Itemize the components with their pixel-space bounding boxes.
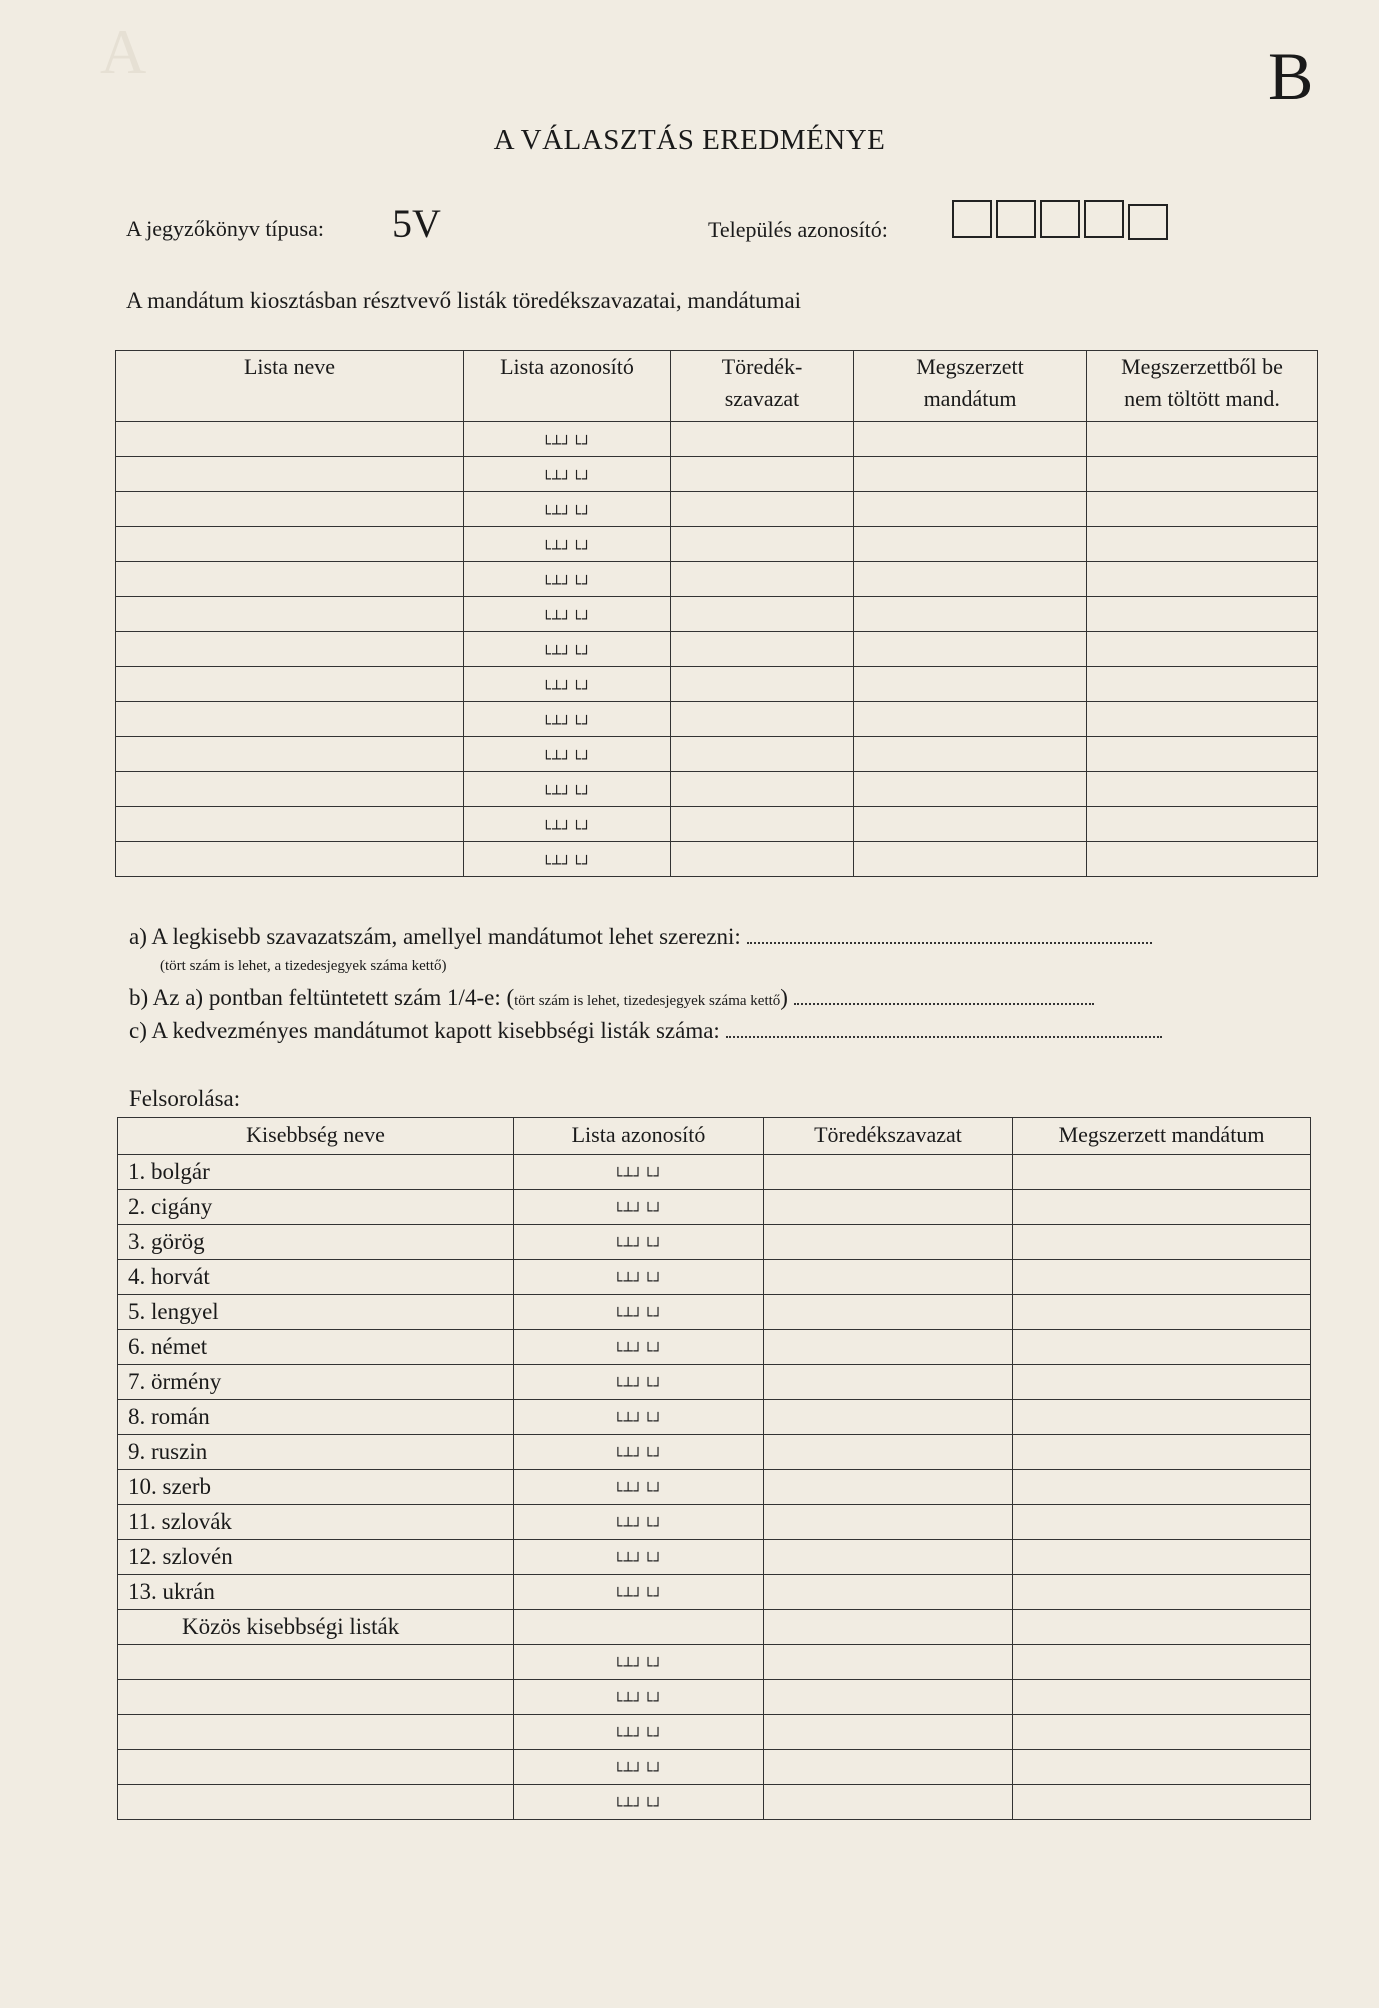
- mandates-won-cell[interactable]: [1013, 1715, 1311, 1750]
- mandates-won-cell[interactable]: [854, 737, 1087, 772]
- table-row: [116, 842, 1318, 877]
- fractional-votes-cell[interactable]: [764, 1715, 1013, 1750]
- list-id-boxes[interactable]: └┴┘└┘: [613, 1762, 664, 1780]
- mandates-won-cell[interactable]: [1013, 1505, 1311, 1540]
- list-id-cell[interactable]: [514, 1680, 764, 1715]
- list-id-boxes[interactable]: └┴┘└┘: [541, 539, 593, 558]
- unfilled-mandates-cell[interactable]: [1087, 667, 1318, 702]
- settlement-id-box[interactable]: [1128, 204, 1168, 240]
- list-name-cell[interactable]: [116, 772, 464, 807]
- table-row: [118, 1610, 1311, 1645]
- table-row: [116, 457, 1318, 492]
- list-name-cell[interactable]: [116, 597, 464, 632]
- list-id-boxes[interactable]: └┴┘└┘: [613, 1692, 664, 1710]
- minority-name-cell: Közös kisebbségi listák: [118, 1610, 514, 1645]
- list-id-boxes[interactable]: └┴┘└┘: [541, 504, 593, 523]
- unfilled-mandates-cell[interactable]: [1087, 702, 1318, 737]
- table-row: [118, 1785, 1311, 1820]
- fractional-votes-cell[interactable]: [764, 1260, 1013, 1295]
- list-name-cell[interactable]: [116, 807, 464, 842]
- fractional-votes-cell[interactable]: [764, 1610, 1013, 1645]
- mandates-won-cell[interactable]: [1013, 1575, 1311, 1610]
- mandates-won-cell[interactable]: [1013, 1330, 1311, 1365]
- mandates-won-cell[interactable]: [1013, 1785, 1311, 1820]
- fractional-votes-cell[interactable]: [671, 597, 854, 632]
- list-id-boxes[interactable]: └┴┘└┘: [613, 1552, 664, 1570]
- table-row: [118, 1260, 1311, 1295]
- minority-name-cell: 9. ruszin: [118, 1435, 514, 1470]
- list-id-boxes[interactable]: └┴┘└┘: [613, 1202, 664, 1220]
- table-row: [116, 527, 1318, 562]
- mandates-won-cell[interactable]: [854, 667, 1087, 702]
- mandates-won-cell[interactable]: [1013, 1190, 1311, 1225]
- list-id-cell[interactable]: [514, 1645, 764, 1680]
- answer-c-field[interactable]: [726, 1036, 1162, 1038]
- unfilled-mandates-cell[interactable]: [1087, 422, 1318, 457]
- list-name-cell[interactable]: [116, 632, 464, 667]
- list-name-cell[interactable]: [116, 562, 464, 597]
- list-id-boxes[interactable]: └┴┘└┘: [613, 1482, 664, 1500]
- list-id-cell[interactable]: [514, 1610, 764, 1645]
- table-row: [118, 1750, 1311, 1785]
- minority-name-cell: [118, 1680, 514, 1715]
- list-id-cell[interactable]: [514, 1190, 764, 1225]
- minority-name-cell: [118, 1785, 514, 1820]
- mandates-won-cell[interactable]: [1013, 1400, 1311, 1435]
- minority-name-cell: 1. bolgár: [118, 1155, 514, 1190]
- list-id-cell[interactable]: [464, 527, 671, 562]
- minority-name-cell: 8. román: [118, 1400, 514, 1435]
- list-id-cell[interactable]: [514, 1155, 764, 1190]
- minorities-table: [117, 1117, 1311, 1820]
- settlement-id-box[interactable]: [996, 200, 1036, 238]
- page-title: A VÁLASZTÁS EREDMÉNYE: [493, 124, 886, 156]
- section-title: A mandátum kiosztásban résztvevő listák töredékszavazatai, mandátumai: [126, 288, 802, 313]
- table-row: [118, 1645, 1311, 1680]
- minority-name-cell: 5. lengyel: [118, 1295, 514, 1330]
- list-name-cell[interactable]: [116, 527, 464, 562]
- list-id-cell[interactable]: [514, 1435, 764, 1470]
- list-name-cell[interactable]: [116, 492, 464, 527]
- list-id-cell[interactable]: [514, 1225, 764, 1260]
- question-c: c) A kedvezményes mandátumot kapott kisebbségi listák száma:: [129, 1018, 1162, 1044]
- list-id-cell[interactable]: [514, 1785, 764, 1820]
- faint-corner-letter: A: [100, 16, 147, 87]
- settlement-id-box[interactable]: [1040, 200, 1080, 238]
- mandates-won-cell[interactable]: [854, 422, 1087, 457]
- list-id-boxes[interactable]: └┴┘└┘: [613, 1167, 664, 1185]
- mandates-won-cell[interactable]: [854, 807, 1087, 842]
- table-row: [116, 737, 1318, 772]
- unfilled-mandates-cell[interactable]: [1087, 842, 1318, 877]
- list-id-boxes[interactable]: └┴┘└┘: [613, 1657, 664, 1675]
- minority-name-cell: 6. német: [118, 1330, 514, 1365]
- table-row: [118, 1470, 1311, 1505]
- mandates-won-cell[interactable]: [1013, 1645, 1311, 1680]
- unfilled-mandates-cell[interactable]: [1087, 807, 1318, 842]
- list-id-cell[interactable]: [514, 1750, 764, 1785]
- fractional-votes-cell[interactable]: [764, 1470, 1013, 1505]
- list-id-boxes[interactable]: └┴┘└┘: [613, 1307, 664, 1325]
- list-id-boxes[interactable]: └┴┘└┘: [613, 1342, 664, 1360]
- fractional-votes-cell[interactable]: [764, 1505, 1013, 1540]
- fractional-votes-cell[interactable]: [764, 1225, 1013, 1260]
- list-id-cell[interactable]: [514, 1260, 764, 1295]
- minority-name-cell: 13. ukrán: [118, 1575, 514, 1610]
- list-name-cell[interactable]: [116, 422, 464, 457]
- list-id-boxes[interactable]: └┴┘└┘: [541, 854, 593, 873]
- list-name-cell[interactable]: [116, 667, 464, 702]
- list-id-cell[interactable]: [464, 422, 671, 457]
- table-row: [116, 597, 1318, 632]
- unfilled-mandates-cell[interactable]: [1087, 527, 1318, 562]
- table-row: [118, 1435, 1311, 1470]
- minority-name-cell: 2. cigány: [118, 1190, 514, 1225]
- list-id-cell[interactable]: [514, 1470, 764, 1505]
- unfilled-mandates-cell[interactable]: [1087, 562, 1318, 597]
- fractional-votes-cell[interactable]: [671, 457, 854, 492]
- list-id-cell[interactable]: [514, 1540, 764, 1575]
- minority-name-cell: 3. görög: [118, 1225, 514, 1260]
- list-id-cell[interactable]: [464, 772, 671, 807]
- unfilled-mandates-cell[interactable]: [1087, 492, 1318, 527]
- mandates-won-cell[interactable]: [1013, 1680, 1311, 1715]
- minorities-table-header: [118, 1118, 1311, 1155]
- unfilled-mandates-cell[interactable]: [1087, 457, 1318, 492]
- col-header-fractional-votes: Töredékszavazat: [764, 1118, 1013, 1155]
- enumeration-label: Felsorolása:: [129, 1086, 241, 1111]
- list-name-cell[interactable]: [116, 702, 464, 737]
- list-id-cell[interactable]: [464, 737, 671, 772]
- col-header-list-id: Lista azonosító: [514, 1118, 764, 1155]
- list-id-cell[interactable]: [464, 562, 671, 597]
- minority-name-cell: [118, 1645, 514, 1680]
- mandates-won-cell[interactable]: [1013, 1260, 1311, 1295]
- minority-name-cell: [118, 1715, 514, 1750]
- list-id-cell[interactable]: [464, 457, 671, 492]
- list-id-cell[interactable]: [464, 492, 671, 527]
- table-row: [118, 1155, 1311, 1190]
- list-id-cell[interactable]: [514, 1295, 764, 1330]
- list-id-cell[interactable]: [464, 702, 671, 737]
- list-id-boxes[interactable]: └┴┘└┘: [541, 434, 593, 453]
- list-id-cell[interactable]: [514, 1575, 764, 1610]
- fractional-votes-cell[interactable]: [671, 737, 854, 772]
- list-id-boxes[interactable]: └┴┘└┘: [613, 1237, 664, 1255]
- fractional-votes-cell[interactable]: [764, 1435, 1013, 1470]
- mandates-won-cell[interactable]: [854, 597, 1087, 632]
- fractional-votes-cell[interactable]: [671, 527, 854, 562]
- list-id-boxes[interactable]: └┴┘└┘: [613, 1412, 664, 1430]
- mandates-won-cell[interactable]: [854, 527, 1087, 562]
- mandates-won-cell[interactable]: [1013, 1295, 1311, 1330]
- list-name-cell[interactable]: [116, 842, 464, 877]
- table-row: [116, 492, 1318, 527]
- col-header-list-name: Lista neve: [116, 351, 464, 422]
- list-name-cell[interactable]: [116, 457, 464, 492]
- list-id-boxes[interactable]: └┴┘└┘: [613, 1727, 664, 1745]
- list-id-boxes[interactable]: └┴┘└┘: [541, 819, 593, 838]
- list-id-boxes[interactable]: └┴┘└┘: [541, 714, 593, 733]
- fractional-votes-cell[interactable]: [764, 1400, 1013, 1435]
- list-id-boxes[interactable]: └┴┘└┘: [541, 644, 593, 663]
- lists-table: [115, 350, 1318, 877]
- list-id-cell[interactable]: [514, 1330, 764, 1365]
- mandates-won-cell[interactable]: [854, 632, 1087, 667]
- minority-name-cell: 4. horvát: [118, 1260, 514, 1295]
- unfilled-mandates-cell[interactable]: [1087, 737, 1318, 772]
- minority-name-cell: 12. szlovén: [118, 1540, 514, 1575]
- mandates-won-cell[interactable]: [1013, 1155, 1311, 1190]
- table-row: [116, 667, 1318, 702]
- table-row: [118, 1225, 1311, 1260]
- mandates-won-cell[interactable]: [854, 772, 1087, 807]
- list-id-cell[interactable]: [464, 807, 671, 842]
- mandates-won-cell[interactable]: [854, 702, 1087, 737]
- fractional-votes-cell[interactable]: [671, 632, 854, 667]
- list-id-boxes[interactable]: └┴┘└┘: [613, 1587, 664, 1605]
- list-id-cell[interactable]: [514, 1400, 764, 1435]
- unfilled-mandates-cell[interactable]: [1087, 772, 1318, 807]
- fractional-votes-cell[interactable]: [764, 1575, 1013, 1610]
- fractional-votes-cell[interactable]: [764, 1155, 1013, 1190]
- fractional-votes-cell[interactable]: [764, 1365, 1013, 1400]
- mandates-won-cell[interactable]: [1013, 1750, 1311, 1785]
- col-header-mandates-won: Megszerzett mandátum: [854, 351, 1087, 422]
- minority-name-cell: [118, 1750, 514, 1785]
- col-header-mandates-won: Megszerzett mandátum: [1013, 1118, 1311, 1155]
- fractional-votes-cell[interactable]: [764, 1785, 1013, 1820]
- table-row: [118, 1540, 1311, 1575]
- mandates-won-cell[interactable]: [1013, 1435, 1311, 1470]
- list-id-boxes[interactable]: └┴┘└┘: [613, 1377, 664, 1395]
- protocol-type-value: 5V: [392, 201, 441, 246]
- list-id-boxes[interactable]: └┴┘└┘: [541, 784, 593, 803]
- table-row: [118, 1575, 1311, 1610]
- settlement-id-box[interactable]: [1084, 200, 1124, 238]
- list-id-boxes[interactable]: └┴┘└┘: [613, 1517, 664, 1535]
- mandates-won-cell[interactable]: [854, 562, 1087, 597]
- table-row: [116, 772, 1318, 807]
- fractional-votes-cell[interactable]: [764, 1330, 1013, 1365]
- table-row: [116, 422, 1318, 457]
- mandates-won-cell[interactable]: [1013, 1610, 1311, 1645]
- fractional-votes-cell[interactable]: [764, 1750, 1013, 1785]
- protocol-type-label: A jegyzőkönyv típusa:: [126, 216, 324, 241]
- table-row: [116, 562, 1318, 597]
- table-row: [116, 702, 1318, 737]
- answer-b-field[interactable]: [794, 1003, 1094, 1005]
- fractional-votes-cell[interactable]: [671, 667, 854, 702]
- mandates-won-cell[interactable]: [854, 842, 1087, 877]
- col-header-fractional-votes: Töredék- szavazat: [671, 351, 854, 422]
- settlement-id-box[interactable]: [952, 200, 992, 238]
- question-a: a) A legkisebb szavazatszám, amellyel mandátumot lehet szerezni:: [129, 924, 1152, 950]
- list-name-cell[interactable]: [116, 737, 464, 772]
- fractional-votes-cell[interactable]: [671, 842, 854, 877]
- list-id-boxes[interactable]: └┴┘└┘: [541, 679, 593, 698]
- mandates-won-cell[interactable]: [1013, 1225, 1311, 1260]
- list-id-cell[interactable]: [514, 1505, 764, 1540]
- table-row: [118, 1365, 1311, 1400]
- unfilled-mandates-cell[interactable]: [1087, 632, 1318, 667]
- list-id-cell[interactable]: [514, 1715, 764, 1750]
- table-row: [116, 807, 1318, 842]
- minority-name-cell: 11. szlovák: [118, 1505, 514, 1540]
- mandates-won-cell[interactable]: [1013, 1540, 1311, 1575]
- mandates-won-cell[interactable]: [1013, 1470, 1311, 1505]
- mandates-won-cell[interactable]: [854, 492, 1087, 527]
- list-id-cell[interactable]: [514, 1365, 764, 1400]
- minority-name-cell: 7. örmény: [118, 1365, 514, 1400]
- minority-name-cell: 10. szerb: [118, 1470, 514, 1505]
- col-header-list-id: Lista azonosító: [464, 351, 671, 422]
- settlement-id-boxes[interactable]: [952, 200, 1172, 240]
- list-id-cell[interactable]: [464, 842, 671, 877]
- list-id-boxes[interactable]: └┴┘└┘: [541, 469, 593, 488]
- fractional-votes-cell[interactable]: [671, 492, 854, 527]
- list-id-cell[interactable]: [464, 597, 671, 632]
- table-row: [118, 1715, 1311, 1750]
- unfilled-mandates-cell[interactable]: [1087, 597, 1318, 632]
- fractional-votes-cell[interactable]: [764, 1680, 1013, 1715]
- list-id-boxes[interactable]: └┴┘└┘: [613, 1447, 664, 1465]
- lists-table-header: [116, 351, 1318, 422]
- fractional-votes-cell[interactable]: [671, 702, 854, 737]
- list-id-cell[interactable]: [464, 632, 671, 667]
- table-row: [116, 632, 1318, 667]
- question-a-note: (tört szám is lehet, a tizedesjegyek száma kettő): [160, 958, 447, 974]
- fractional-votes-cell[interactable]: [764, 1295, 1013, 1330]
- mandates-won-cell[interactable]: [1013, 1365, 1311, 1400]
- settlement-id-label: Település azonosító:: [708, 217, 888, 242]
- table-row: [118, 1400, 1311, 1435]
- answer-a-field[interactable]: [747, 942, 1152, 944]
- list-id-boxes[interactable]: └┴┘└┘: [613, 1272, 664, 1290]
- fractional-votes-cell[interactable]: [764, 1190, 1013, 1225]
- fractional-votes-cell[interactable]: [764, 1540, 1013, 1575]
- list-id-cell[interactable]: [464, 667, 671, 702]
- table-row: [118, 1680, 1311, 1715]
- question-b: b) Az a) pontban feltüntetett szám 1/4-e: (tört szám is lehet, tizedesjegyek száma kettő): [129, 985, 1094, 1011]
- fractional-votes-cell[interactable]: [671, 562, 854, 597]
- list-id-boxes[interactable]: └┴┘└┘: [613, 1797, 664, 1815]
- fractional-votes-cell[interactable]: [671, 422, 854, 457]
- list-id-boxes[interactable]: └┴┘└┘: [541, 609, 593, 628]
- fractional-votes-cell[interactable]: [671, 772, 854, 807]
- fractional-votes-cell[interactable]: [671, 807, 854, 842]
- table-row: [118, 1190, 1311, 1225]
- page-letter: B: [1268, 38, 1314, 114]
- table-row: [118, 1505, 1311, 1540]
- mandates-won-cell[interactable]: [854, 457, 1087, 492]
- list-id-boxes[interactable]: └┴┘└┘: [541, 749, 593, 768]
- col-header-unfilled-mandates: Megszerzettből be nem töltött mand.: [1087, 351, 1318, 422]
- col-header-minority-name: Kisebbség neve: [118, 1118, 514, 1155]
- table-row: [118, 1330, 1311, 1365]
- fractional-votes-cell[interactable]: [764, 1645, 1013, 1680]
- list-id-boxes[interactable]: └┴┘└┘: [541, 574, 593, 593]
- table-row: [118, 1295, 1311, 1330]
